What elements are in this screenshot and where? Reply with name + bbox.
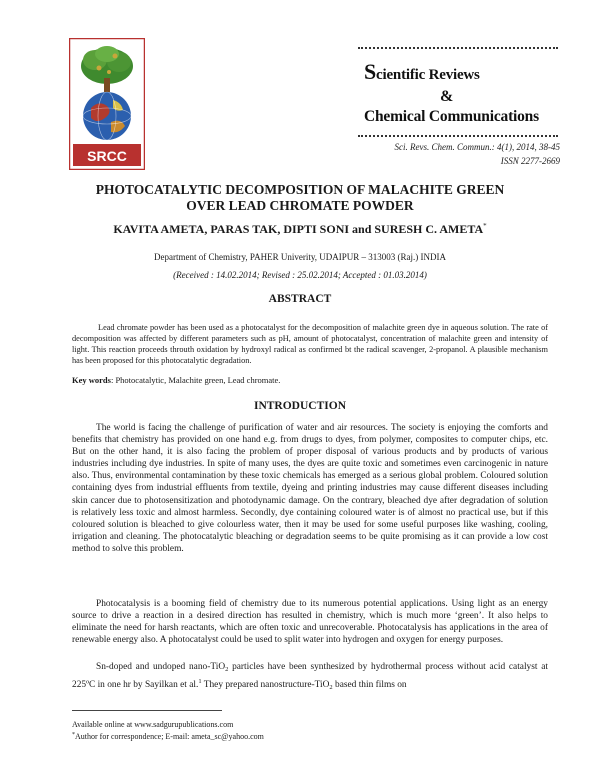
- journal-name-line3: Chemical Communications: [364, 108, 539, 125]
- intro-paragraph-3: [72, 661, 548, 694]
- paper-authors: [60, 222, 540, 237]
- paper-dates: (Received : 14.02.2014; Revised : 25.02.2014; Accepted : 01.03.2014): [173, 270, 427, 280]
- keywords: [72, 375, 548, 385]
- p3-reference-1: 1: [198, 678, 202, 686]
- footnote-mark: *: [72, 732, 75, 738]
- p3-part-a: Sn-doped and undoped nano-TiO: [96, 662, 226, 672]
- intro-paragraph-2: Photocatalysis is a booming field of chemistry due to its numerous potential applications. Using light as an energy source to drive a reaction in a desired direction has resulted in chemistry, which is much more ‘green’. It also helps to eliminate the need for harsh reactants, which are often toxic and unrecoverable. Photocatalysis has applications in the area of renewable energy also. A photocatalyst could be used to split water into hydrogen and oxygen for energy purposes.: [72, 599, 548, 646]
- footnote-correspondence-text: Author for correspondence; E-mail: ameta_sc@yahoo.com: [75, 732, 264, 741]
- author-names: KAVITA AMETA, PARAS TAK, DIPTI SONI and SURESH C. AMETA: [113, 222, 484, 236]
- footnote-online: Available online at www.sadgurupublications.com: [72, 720, 234, 729]
- paper-title-line2: OVER LEAD CHROMATE POWDER: [186, 198, 414, 213]
- intro-paragraph-1: The world is facing the challenge of purification of water and air resources. The society is enjoying the comforts and benefits that chemistry has provided on one hand e.g. from drugs to dyes, from polymer, composites to computer chips, etc. But on the other hand, it is also facing the problem of proper disposal of various products and by products of various industries including dye industries. In spite of many uses, the dyes are quite toxic and sometimes even carcinogenic in nature also. Thus, environmental contamination by these toxic chemicals has emerged as a serious global problem. Coloured solution containing dyes from industrial effluents from textile, dyeing and printing industries may cause different diseases including skin cancer due to photosensitization and photodynamic damage. On the contrary, bleached dye after degradation of solution is relatively less toxic and almost harmless. Secondly, dye containing coloured water is of almost no practical use, but if this coloured solution is bleached to give colourless water, then it may be used for some useful purposes like washing, cooling, irrigation and cleaning. The photocatalytic bleaching or degradation seems to be quite promising as it can provide a low cost method to solve this problem.: [72, 423, 548, 554]
- journal-citation: Sci. Revs. Chem. Commun.: 4(1), 2014, 38-45: [394, 142, 560, 152]
- p3-part-b: particles have been synthesized by hydrothermal process without acid catalyst at 225ºC in one hr by Sayilkan et al.: [72, 662, 549, 691]
- logo-text: SRCC: [87, 148, 127, 164]
- paper-affiliation: Department of Chemistry, PAHER Univerity, UDAIPUR – 313003 (Raj.) INDIA: [154, 252, 446, 262]
- p3-part-d: based thin films on: [332, 680, 407, 691]
- author-mark: *: [483, 222, 487, 230]
- paper-title-line1: PHOTOCATALYTIC DECOMPOSITION OF MALACHITE GREEN: [95, 182, 505, 197]
- p3-subscript-1: 2: [225, 666, 229, 673]
- abstract-heading: ABSTRACT: [268, 293, 332, 305]
- abstract-text: Lead chromate powder has been used as a photocatalyst for the decomposition of malachite green dye in aqueous solution. The rate of decomposition was affected by different parameters such as pH, amount of photocatalyst, concentration of malachite green and intensity of light. This reaction proceeds throuth oxidation by hydroxyl radical as confirmed bt the radical scavenger, 2-propanol. A plausible mechanism has been proposed for this photocatalytic degradation.: [72, 323, 548, 365]
- journal-name-line1: [364, 59, 480, 85]
- p3-part-c: They prepared nanostructure-TiO: [201, 680, 330, 691]
- paper-title: [80, 182, 520, 214]
- globe-icon: [83, 92, 131, 140]
- keywords-label: Key words: [72, 375, 111, 385]
- keywords-text: : Photocatalytic, Malachite green, Lead chromate.: [110, 375, 281, 385]
- journal-ampersand: &: [440, 88, 454, 105]
- journal-name-rest: cientific Reviews: [376, 67, 480, 83]
- journal-issn: ISSN 2277-2669: [500, 156, 560, 166]
- footnote-correspondence: [72, 732, 264, 741]
- header-dotted-rule-bottom: [358, 135, 558, 137]
- introduction-heading: INTRODUCTION: [253, 400, 346, 412]
- p3-subscript-2: 2: [329, 684, 333, 692]
- srcc-logo: [69, 38, 145, 170]
- footnote-rule: [72, 710, 222, 711]
- journal-initial: S: [364, 59, 377, 84]
- header-dotted-rule-top: [358, 47, 558, 49]
